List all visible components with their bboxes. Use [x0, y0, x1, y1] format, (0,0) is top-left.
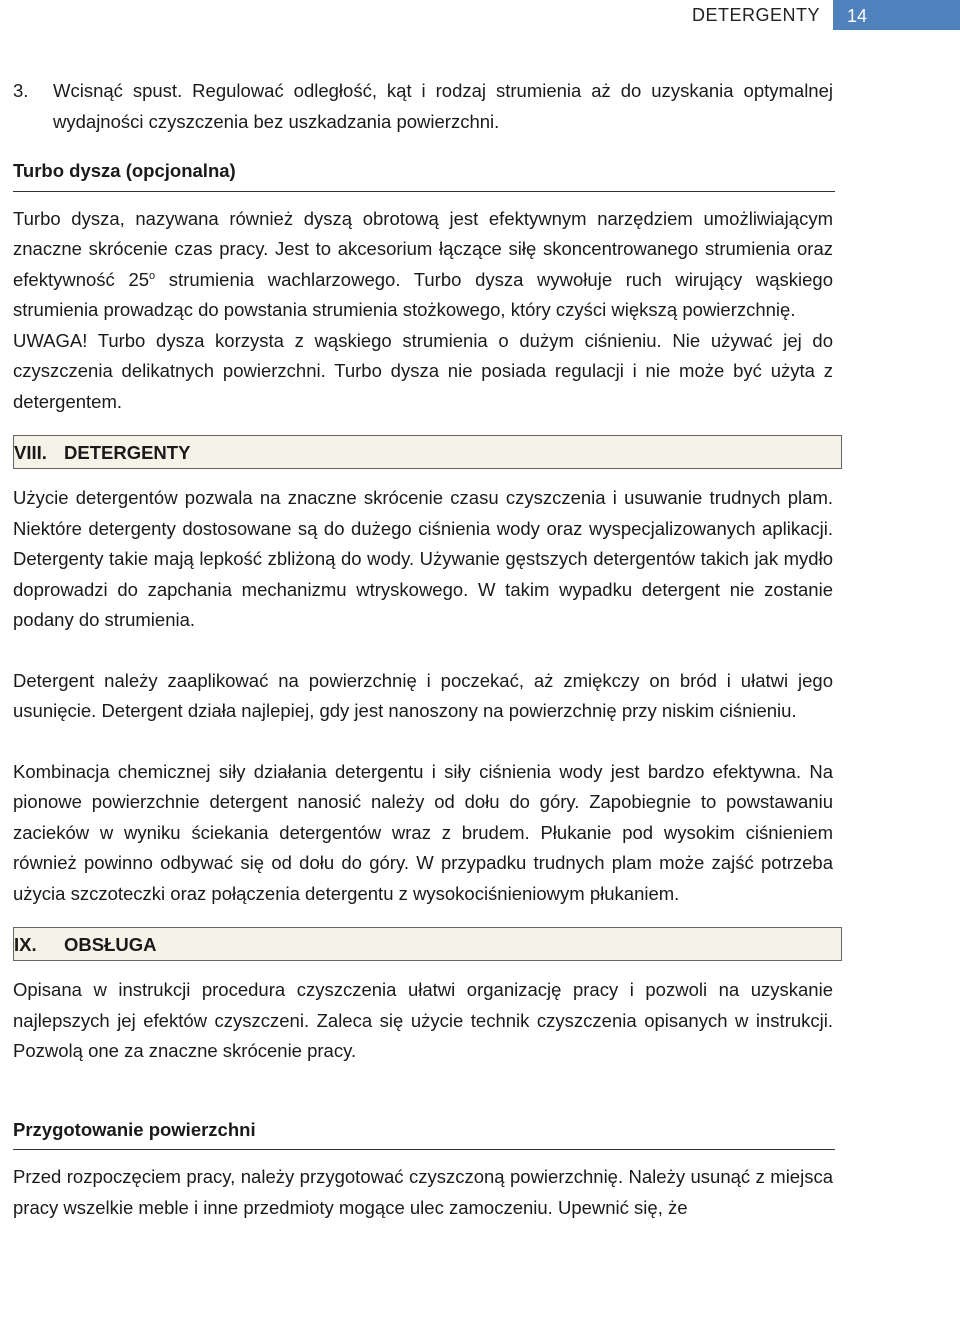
section-9-title: OBSŁUGA [64, 934, 157, 955]
surface-preparation-paragraph: Przed rozpoczęciem pracy, należy przygotować czyszczoną powierzchnię. Należy usunąć z miejsca pracy wszelkie meble i inne przedmioty mogące ulec zamoczeniu. Upewnić się, że [13, 1166, 833, 1218]
section-9-header [13, 927, 842, 961]
section-8-number: VIII. [14, 442, 47, 463]
step-3 [13, 76, 833, 137]
detergents-paragraph-3: Kombinacja chemicznej siły działania detergentu i siły ciśnienia wody jest bardzo efektywna. Na pionowe powierzchnie detergent nanosić należy od dołu do góry. Zapobiegnie to powstawaniu zacieków w wyniku ściekania detergentów wraz z brudem. Płukanie pod wysokim ciśnieniem również powinno odbywać się od dołu do góry. W przypadku trudnych plam może zajść potrzeba użycia szczoteczki oraz połączenia detergentu z wysokociśnieniowym płukaniem. [13, 760, 833, 904]
maintenance-paragraph: Opisana w instrukcji procedura czyszczenia ułatwi organizację pracy i pozwoli na uzyskanie najlepszych jej efektów czyszczeni. Zaleca się użycie technik czyszczenia opisanych w instrukcji. Pozwolą one za znaczne skrócenie pracy. [13, 979, 833, 1061]
section-8-header [13, 435, 842, 469]
turbo-warning-paragraph: UWAGA! Turbo dysza korzysta z wąskiego strumienia o dużym ciśnieniu. Nie używać jej do czyszczenia delikatnych powierzchni. Turbo dysza nie posiada regulacji i nie może być użyta z detergentem. [13, 329, 833, 412]
turbo-nozzle-heading: Turbo dysza (opcjonalna) [13, 156, 835, 192]
detergents-paragraph-2: Detergent należy zaaplikować na powierzchnię i poczekać, aż zmiękczy on bród i ułatwi jego usunięcie. Detergent działa najlepiej, gdy jest nanoszony na powierzchnię przy niskim ciśnieniu. [13, 669, 833, 721]
step-number: 3. [13, 80, 29, 101]
surface-preparation-heading: Przygotowanie powierzchni [13, 1115, 835, 1151]
detergents-paragraph-1: Użycie detergentów pozwala na znaczne skrócenie czasu czyszczenia i usuwanie trudnych plam. Niektóre detergenty dostosowane są do dużego ciśnienia wody oraz wyspecjalizowanych aplikacji. Detergenty takie mają lepkość zbliżoną do wody. Używanie gęstszych detergentów takich jak mydło doprowadzi do zapchania mechanizmu wtryskowego. W takim wypadku detergent nie zostanie podany do strumienia. [13, 487, 833, 630]
header-title: DETERGENTY [691, 5, 820, 25]
section-8-title: DETERGENTY [64, 442, 191, 463]
turbo-para-part1: Turbo dysza, nazywana również dyszą obrotową jest efektywnym narzędziem umożliwiającym znaczne skrócenie czas pracy. Jest to akcesorium łączące siłę skoncentrowanego strumienia oraz efektywność 25 [13, 207, 833, 290]
section-9-number: IX. [14, 934, 37, 955]
turbo-para-part2: strumienia wachlarzowego. Turbo dysza wywołuje ruch wirujący wąskiego strumienia prowadząc do powstania strumienia stożkowego, który czyści większą powierzchnię. [13, 268, 833, 320]
step-text: Wcisnąć spust. Regulować odległość, kąt i rodzaj strumienia aż do uzyskania optymalnej wydajności czyszczenia bez uszkadzania powierzchni. [53, 80, 833, 132]
page-number-badge: 14 [833, 0, 960, 30]
document-body [13, 76, 833, 1223]
degree-superscript: o [149, 269, 156, 282]
turbo-nozzle-paragraph [13, 204, 833, 326]
